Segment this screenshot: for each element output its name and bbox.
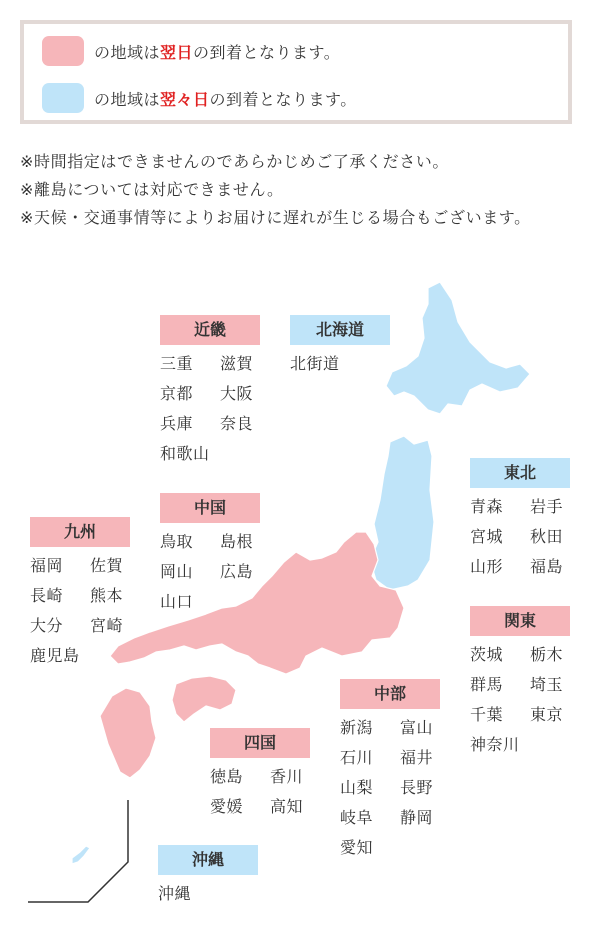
region-shikoku-prefs	[210, 762, 330, 822]
pref-oita: 大分	[30, 616, 64, 635]
region-chugoku-prefs	[160, 527, 280, 617]
region-chubu-header: 中部	[340, 679, 440, 709]
map-okinawa	[72, 846, 90, 864]
legend-day-after-pre: の地域は	[94, 89, 161, 109]
next-day-swatch	[42, 36, 84, 66]
region-kanto-header: 関東	[470, 606, 570, 636]
pref-shimane: 島根	[220, 532, 254, 551]
legend-day-after	[42, 83, 357, 113]
pref-fukushima: 福島	[530, 557, 564, 576]
pref-kumamoto: 熊本	[90, 586, 124, 605]
pref-toyama: 富山	[400, 718, 434, 737]
region-hokkaido-header: 北海道	[290, 315, 390, 345]
legend-next-day-post: の到着となります。	[193, 42, 341, 62]
note-islands: ※離島については対応できません。	[20, 180, 284, 199]
region-hokkaido	[290, 315, 410, 379]
region-chugoku	[160, 493, 280, 617]
pref-niigata: 新潟	[340, 718, 374, 737]
pref-aomori: 青森	[470, 497, 504, 516]
pref-tokyo: 東京	[530, 705, 564, 724]
pref-shizuoka: 静岡	[400, 808, 434, 827]
region-chubu-prefs	[340, 713, 460, 863]
region-kinki-header: 近畿	[160, 315, 260, 345]
region-kanto	[470, 606, 590, 760]
pref-gifu: 岐阜	[340, 808, 374, 827]
region-hokkaido-prefs	[290, 349, 410, 379]
pref-saitama: 埼玉	[530, 675, 564, 694]
pref-shiga: 滋賀	[220, 354, 254, 373]
region-okinawa-prefs	[158, 879, 278, 909]
pref-hokkaido: 北街道	[290, 354, 340, 373]
pref-nara: 奈良	[220, 414, 254, 433]
pref-miyazaki: 宮崎	[90, 616, 124, 635]
pref-ishikawa: 石川	[340, 748, 374, 767]
pref-kagoshima: 鹿児島	[30, 646, 80, 665]
pref-nagano: 長野	[400, 778, 434, 797]
pref-hyogo: 兵庫	[160, 414, 194, 433]
legend-day-after-post: の到着となります。	[209, 89, 357, 109]
pref-aichi: 愛知	[340, 838, 374, 857]
note-weather-delay: ※天候・交通事情等によりお届けに遅れが生じる場合もございます。	[20, 208, 531, 227]
pref-yamanashi: 山梨	[340, 778, 374, 797]
pref-okayama: 岡山	[160, 562, 194, 581]
pref-okinawa: 沖縄	[158, 884, 192, 903]
pref-akita: 秋田	[530, 527, 564, 546]
region-shikoku	[210, 728, 330, 822]
region-kinki	[160, 315, 280, 469]
legend-next-day	[42, 36, 340, 66]
pref-tokushima: 徳島	[210, 767, 244, 786]
pref-yamagata: 山形	[470, 557, 504, 576]
map-tohoku	[370, 436, 434, 590]
pref-mie: 三重	[160, 354, 194, 373]
day-after-swatch	[42, 83, 84, 113]
pref-kyoto: 京都	[160, 384, 194, 403]
pref-saga: 佐賀	[90, 556, 124, 575]
pref-kochi: 高知	[270, 797, 304, 816]
map-kyushu	[100, 688, 156, 778]
pref-nagasaki: 長崎	[30, 586, 64, 605]
region-chubu	[340, 679, 460, 863]
region-tohoku-prefs	[470, 492, 590, 582]
region-shikoku-header: 四国	[210, 728, 310, 758]
pref-tottori: 鳥取	[160, 532, 194, 551]
legend-day-after-highlight: 翌々日	[160, 89, 210, 109]
region-kyushu-header: 九州	[30, 517, 130, 547]
pref-iwate: 岩手	[530, 497, 564, 516]
delivery-notes	[20, 148, 580, 232]
okinawa-inset-divider	[28, 800, 128, 902]
region-tohoku	[470, 458, 590, 582]
pref-miyagi: 宮城	[470, 527, 504, 546]
region-kyushu-prefs	[30, 551, 150, 671]
pref-fukuoka: 福岡	[30, 556, 64, 575]
region-tohoku-header: 東北	[470, 458, 570, 488]
pref-osaka: 大阪	[220, 384, 254, 403]
pref-gunma: 群馬	[470, 675, 504, 694]
map-shikoku	[172, 676, 236, 722]
region-chugoku-header: 中国	[160, 493, 260, 523]
pref-hiroshima: 広島	[220, 562, 254, 581]
region-okinawa-header: 沖縄	[158, 845, 258, 875]
delivery-legend	[20, 20, 572, 124]
pref-tochigi: 栃木	[530, 645, 564, 664]
region-kinki-prefs	[160, 349, 280, 469]
pref-kagawa: 香川	[270, 767, 304, 786]
pref-wakayama: 和歌山	[160, 444, 210, 463]
region-kanto-prefs	[470, 640, 590, 760]
note-time-spec: ※時間指定はできませんのであらかじめご了承ください。	[20, 152, 450, 171]
pref-chiba: 千葉	[470, 705, 504, 724]
region-okinawa	[158, 845, 278, 909]
pref-yamaguchi: 山口	[160, 592, 194, 611]
pref-ibaraki: 茨城	[470, 645, 504, 664]
legend-next-day-highlight: 翌日	[160, 42, 194, 62]
pref-fukui: 福井	[400, 748, 434, 767]
pref-kanagawa: 神奈川	[470, 735, 520, 754]
legend-next-day-pre: の地域は	[94, 42, 161, 62]
pref-ehime: 愛媛	[210, 797, 244, 816]
region-kyushu	[30, 517, 150, 671]
